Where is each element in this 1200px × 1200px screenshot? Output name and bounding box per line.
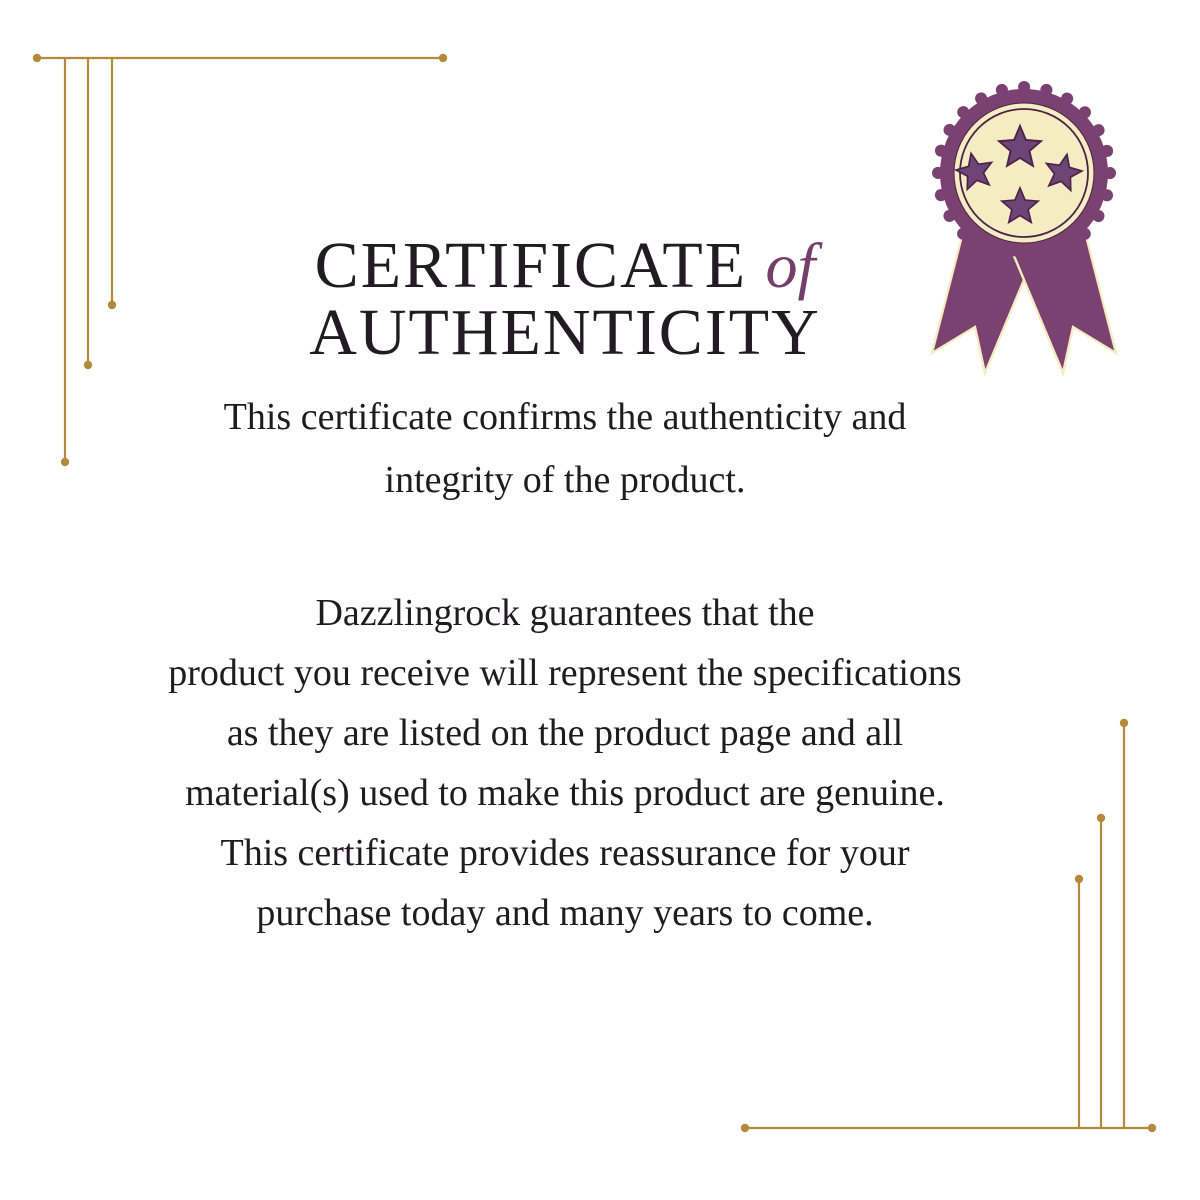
certificate-subtitle (60, 386, 1070, 512)
certificate-title (60, 229, 1070, 369)
subtitle-line: This certificate confirms the authenticity and (223, 396, 907, 438)
body-line: product you receive will represent the specifications (168, 652, 962, 694)
certificate-content (60, 0, 1070, 1200)
certificate-body (60, 583, 1070, 943)
body-line: material(s) used to make this product are genuine. (185, 772, 945, 814)
title-word-of: of (765, 230, 816, 301)
body-line: This certificate provides reassurance for your (220, 832, 910, 874)
subtitle-line: integrity of the product. (384, 459, 746, 501)
body-line: as they are listed on the product page and all (226, 712, 904, 754)
title-line-1 (60, 229, 1070, 302)
body-line: purchase today and many years to come. (256, 892, 874, 934)
body-line: Dazzlingrock guarantees that the (315, 592, 815, 634)
title-word-certificate: CERTIFICATE (314, 229, 748, 302)
title-line-2: AUTHENTICITY (309, 296, 821, 369)
